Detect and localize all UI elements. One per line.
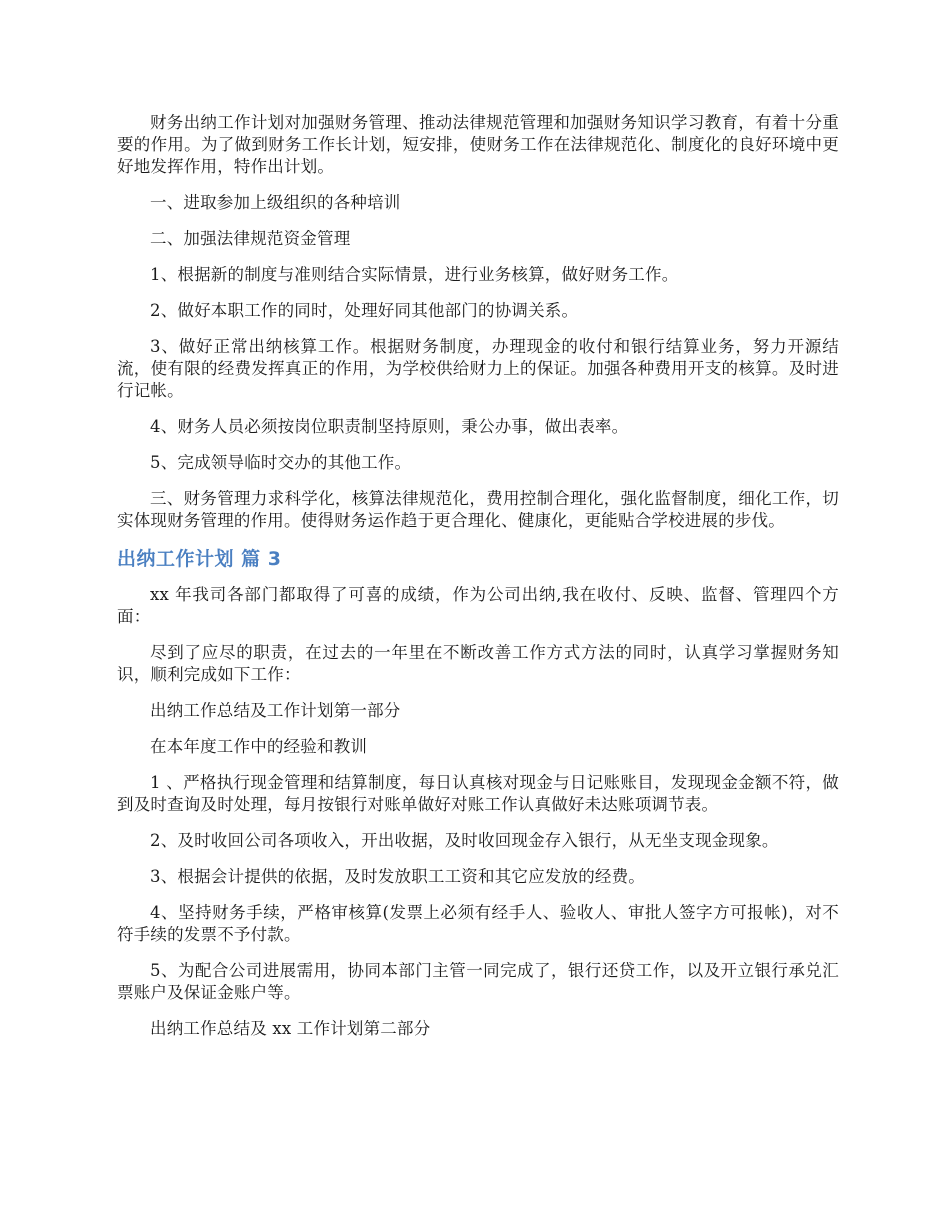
list-item-2: 2、做好本职工作的同时，处理好同其他部门的协调关系。	[150, 301, 579, 320]
list-item-1: 1、根据新的制度与准则结合实际情景，进行业务核算，做好财务工作。	[150, 265, 679, 284]
list-item-4: 4、财务人员必须按岗位职责制坚持原则，秉公办事，做出表率。	[150, 417, 629, 436]
part-two-title: 出纳工作总结及 xx 工作计划第二部分	[150, 1019, 431, 1038]
paragraph-intro: 财务出纳工作计划对加强财务管理、推动法律规范管理和加强财务知识学习教育，有着十分重要的作用。为了做到财务工作长计划，短安排，使财务工作在法律规范化、制度化的良好环境中更好地发挥作用，特作出计划。	[117, 113, 839, 176]
section-heading-fund-management: 二、加强法律规范资金管理	[150, 229, 351, 248]
list-item-5: 5、完成领导临时交办的其他工作。	[150, 453, 412, 472]
section-title: 出纳工作计划 篇 3	[117, 548, 282, 570]
work-item-3: 3、根据会计提供的依据，及时发放职工工资和其它应发放的经费。	[150, 867, 645, 886]
work-item-1: 1 、严格执行现金管理和结算制度，每日认真核对现金与日记账账目，发现现金金额不符，做到及时查询及时处理，每月按银行对账单做好对账工作认真做好未达账项调节表。	[117, 773, 839, 814]
section-three-paragraph: 三、财务管理力求科学化，核算法律规范化，费用控制合理化，强化监督制度，细化工作，切实体现财务管理的作用。使得财务运作趋于更合理化、健康化，更能贴合学校进展的步伐。	[117, 489, 839, 530]
part-one-title: 出纳工作总结及工作计划第一部分	[150, 701, 401, 720]
work-item-2: 2、及时收回公司各项收入，开出收据，及时收回现金存入银行，从无坐支现金现象。	[150, 831, 779, 850]
paragraph-duties: 尽到了应尽的职责，在过去的一年里在不断改善工作方式方法的同时，认真学习掌握财务知识，顺利完成如下工作：	[117, 643, 839, 684]
work-item-4: 4、坚持财务手续，严格审核算(发票上必须有经手人、验收人、审批人签字方可报帐)，对不符手续的发票不予付款。	[117, 903, 839, 944]
experience-title: 在本年度工作中的经验和教训	[150, 737, 368, 756]
document-body	[117, 112, 839, 1054]
section-heading-training: 一、进取参加上级组织的各种培训	[150, 193, 401, 212]
list-item-3: 3、做好正常出纳核算工作。根据财务制度，办理现金的收付和银行结算业务，努力开源结流，使有限的经费发挥真正的作用，为学校供给财力上的保证。加强各种费用开支的核算。及时进行记帐。	[117, 337, 839, 400]
paragraph-achievements: xx 年我司各部门都取得了可喜的成绩，作为公司出纳,我在收付、反映、监督、管理四个方面：	[117, 585, 839, 626]
work-item-5: 5、为配合公司进展需用，协同本部门主管一同完成了，银行还贷工作，以及开立银行承兑汇票账户及保证金账户等。	[117, 961, 839, 1002]
